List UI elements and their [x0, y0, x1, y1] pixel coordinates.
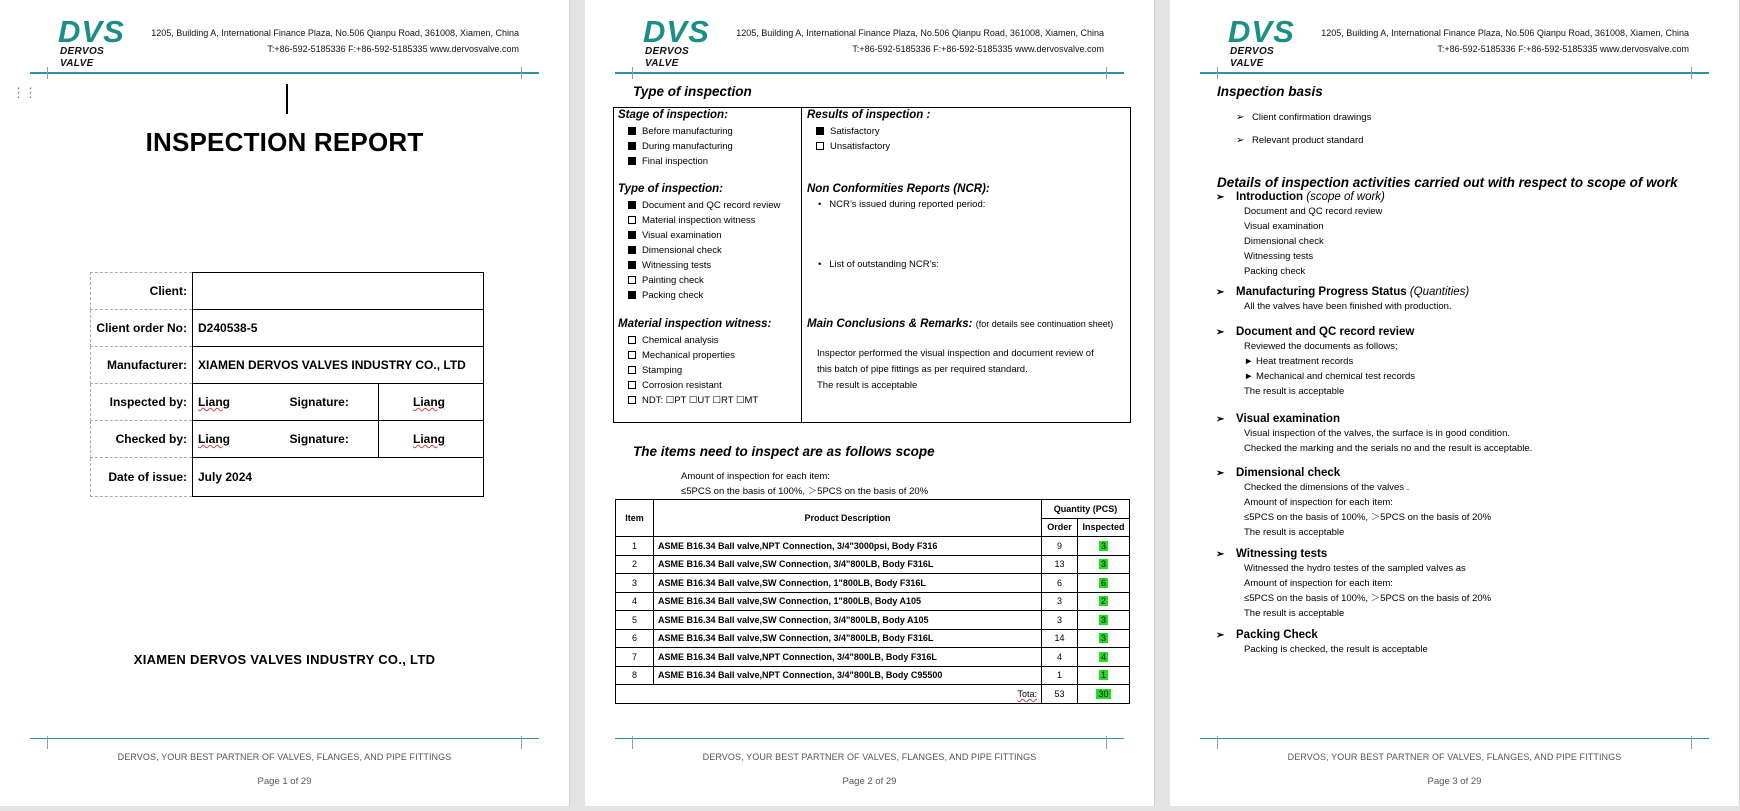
header-address: 1205, Building A, International Finance Plaza, No.506 Qianpu Road, 361008, Xiamen, China — [736, 28, 1104, 38]
inspected-by-value: Liang — [198, 395, 230, 409]
header-contact: T:+86-592-5185336 F:+86-592-5185335 www.dervosvalve.com — [267, 44, 519, 54]
inspected-cell — [1078, 648, 1130, 667]
checklist-item — [628, 139, 733, 154]
remarks-line: this batch of pipe fittings as per required standard. — [817, 364, 1028, 375]
activity-line: The result is acceptable — [1244, 608, 1345, 619]
table-row — [616, 611, 1130, 630]
activity-line: Packing is checked, the result is acceptable — [1244, 644, 1428, 655]
activity-heading — [1216, 413, 1706, 425]
activity-lines — [1236, 339, 1706, 399]
table-row — [616, 592, 1130, 611]
activity-subheading: (scope of work) — [1306, 191, 1385, 203]
company-name: XIAMEN DERVOS VALVES INDUSTRY CO., LTD — [133, 652, 436, 667]
item-cell: 5 — [616, 611, 654, 630]
activity-section — [1216, 326, 1706, 399]
stage-list — [628, 124, 733, 169]
order-cell: 3 — [1042, 611, 1078, 630]
checklist-item — [628, 393, 758, 408]
table-row — [91, 347, 484, 384]
inspected-cell — [1078, 666, 1130, 685]
activity-lines — [1236, 642, 1706, 657]
description-cell: ASME B16.34 Ball valve,SW Connection, 3/4"800LB, Body F316L — [654, 555, 1042, 574]
conclusion-note: (for details see continuation sheet) — [975, 319, 1114, 329]
total-inspected-cell — [1078, 685, 1130, 704]
activity-line: Witnessed the hydro testes of the sampled valves as — [1244, 563, 1466, 574]
table-total-row — [616, 685, 1130, 704]
activity-line: Visual examination — [1244, 221, 1324, 232]
checked-signature-cell[interactable] — [379, 421, 484, 458]
header-rule — [1200, 72, 1709, 74]
table-row — [616, 648, 1130, 667]
table-row — [616, 666, 1130, 685]
results-heading: Results of inspection : — [807, 109, 931, 121]
unchecked-box-icon[interactable] — [816, 142, 824, 150]
footer-rule — [615, 738, 1124, 739]
checklist-item — [628, 154, 733, 169]
inspected-signature-cell[interactable] — [379, 384, 484, 421]
basis-item-text: Client confirmation drawings — [1252, 112, 1372, 123]
activity-line: The result is acceptable — [1244, 386, 1345, 397]
arrow-bullet-icon: ➢ — [1216, 327, 1225, 338]
conclusion-heading-text: Main Conclusions & Remarks: — [807, 318, 973, 330]
company-logo — [615, 14, 725, 69]
inspected-cell — [1078, 629, 1130, 648]
checked-by-value: Liang — [198, 432, 230, 446]
inspected-signature-label: Signature: — [285, 384, 379, 421]
checklist-item — [628, 348, 758, 363]
company-logo — [30, 14, 140, 69]
checklist-item — [628, 258, 780, 273]
scope-note — [681, 469, 928, 499]
header-address-block — [736, 25, 1104, 57]
header-address-block — [151, 25, 519, 57]
checklist-item — [628, 273, 780, 288]
report-info-table — [90, 272, 484, 497]
footer-rule — [30, 738, 539, 739]
page-number: Page 1 of 29 — [257, 776, 312, 787]
ncr-outstanding-note: • List of outstanding NCR’s: — [818, 259, 939, 270]
remarks-line: Inspector performed the visual inspection and document review of — [817, 348, 1094, 359]
type-list — [628, 198, 780, 303]
checklist-item — [816, 124, 890, 139]
col-desc-header: Product Description — [654, 500, 1042, 537]
table-row — [91, 458, 484, 497]
checklist-item-label: During manufacturing — [642, 141, 733, 152]
item-cell: 1 — [616, 537, 654, 556]
inspected-cell — [1078, 555, 1130, 574]
inspected-cell — [1078, 537, 1130, 556]
checklist-item-label: Unsatisfactory — [830, 141, 891, 152]
unchecked-box-icon[interactable] — [628, 381, 636, 389]
activity-heading — [1216, 326, 1706, 338]
scope-table — [615, 499, 1130, 704]
total-label-cell — [616, 685, 1042, 704]
unchecked-box-icon[interactable] — [628, 336, 636, 344]
document-page-2 — [585, 0, 1155, 806]
scope-note-line: ≤5PCS on the basis of 100%, ＞5PCS on the basis of 20% — [681, 486, 929, 497]
activity-heading-text: Introduction — [1236, 191, 1304, 203]
order-cell: 6 — [1042, 574, 1078, 593]
footer-rule — [1200, 738, 1709, 739]
ncr-issued-text: NCR’s issued during reported period: — [829, 199, 986, 210]
inspected-cell — [1078, 574, 1130, 593]
activity-section — [1216, 467, 1706, 540]
type-of-inspection-title: Type of inspection — [633, 84, 752, 99]
activity-lines — [1236, 299, 1706, 314]
description-cell: ASME B16.34 Ball valve,NPT Connection, 3/4"800LB, Body F316L — [654, 648, 1042, 667]
inspection-type-box — [613, 107, 1131, 423]
stage-heading: Stage of inspection: — [618, 109, 728, 121]
col-inspected-header: Inspected — [1078, 518, 1130, 537]
inspected-value: 1 — [1100, 670, 1106, 681]
checklist-item — [628, 213, 780, 228]
checked-box-icon[interactable] — [816, 127, 824, 135]
footer-tagline: DERVOS, YOUR BEST PARTNER OF VALVES, FLANGES, AND PIPE FITTINGS — [1287, 752, 1622, 762]
description-cell: ASME B16.34 Ball valve,NPT Connection, 3/4"800LB, Body C95500 — [654, 666, 1042, 685]
activity-line: Checked the dimensions of the valves . — [1244, 482, 1410, 493]
description-cell: ASME B16.34 Ball valve,SW Connection, 3/4"800LB, Body F316L — [654, 629, 1042, 648]
order-cell: 14 — [1042, 629, 1078, 648]
results-list — [816, 124, 890, 154]
order-cell: 9 — [1042, 537, 1078, 556]
document-page-1 — [0, 0, 570, 806]
item-cell: 7 — [616, 648, 654, 667]
text-cursor — [286, 84, 288, 114]
total-label: Tota: — [1017, 688, 1037, 699]
activity-line: Checked the marking and the serials no and the result is acceptable. — [1244, 443, 1533, 454]
order-value[interactable]: D240538-5 — [193, 310, 484, 347]
box-divider — [801, 108, 802, 422]
page-number: Page 3 of 29 — [1427, 776, 1482, 787]
checklist-item-label: Final inspection — [642, 156, 709, 167]
activity-heading-text: Dimensional check — [1236, 467, 1341, 479]
table-row — [91, 421, 484, 458]
total-order: 53 — [1042, 685, 1078, 704]
activity-heading-text: Manufacturing Progress Status — [1236, 286, 1407, 298]
checklist-item-label: Witnessing tests — [642, 260, 712, 271]
col-order-header: Order — [1042, 518, 1078, 537]
page-number: Page 2 of 29 — [842, 776, 897, 787]
checked-box-icon[interactable] — [628, 261, 636, 269]
remarks-line: The result is acceptable — [817, 380, 918, 391]
activity-line: Document and QC record review — [1244, 206, 1383, 217]
checklist-item-label: Chemical analysis — [642, 335, 719, 346]
activity-line: Witnessing tests — [1244, 251, 1314, 262]
conclusion-heading — [807, 318, 1113, 330]
checked-by-cell[interactable] — [193, 421, 285, 458]
checklist-item-label: Stamping — [642, 365, 683, 376]
checklist-item-label: Dimensional check — [642, 245, 722, 256]
table-header-row — [616, 500, 1130, 519]
activity-section — [1216, 413, 1706, 456]
inspected-by-label: Inspected by: — [91, 384, 193, 421]
arrow-bullet-icon: ➢ — [1216, 549, 1225, 560]
checklist-item-label: Painting check — [642, 275, 704, 286]
activity-section — [1216, 548, 1706, 621]
inspected-value: 4 — [1100, 651, 1106, 662]
activity-line: Packing check — [1244, 266, 1306, 277]
activity-line: ≤5PCS on the basis of 100%, ＞5PCS on the basis of 20% — [1244, 512, 1492, 523]
logo-mark: DVS — [1228, 14, 1295, 49]
arrow-bullet-icon: ➢ — [1216, 287, 1225, 298]
inspected-by-cell[interactable] — [193, 384, 285, 421]
activity-heading-text: Witnessing tests — [1236, 548, 1328, 560]
checklist-item-label: Mechanical properties — [642, 350, 735, 361]
unchecked-box-icon[interactable] — [628, 276, 636, 284]
remarks-text — [817, 346, 1122, 394]
table-row — [91, 273, 484, 310]
inspected-value: 3 — [1100, 633, 1106, 644]
arrow-bullet-icon: ➢ — [1216, 192, 1225, 203]
header-address: 1205, Building A, International Finance Plaza, No.506 Qianpu Road, 361008, Xiamen, China — [1321, 28, 1689, 38]
checked-signature-value: Liang — [413, 432, 445, 446]
header-address: 1205, Building A, International Finance Plaza, No.506 Qianpu Road, 361008, Xiamen, China — [151, 28, 519, 38]
client-label: Client: — [91, 273, 193, 310]
header-contact: T:+86-592-5185336 F:+86-592-5185335 www.dervosvalve.com — [852, 44, 1104, 54]
activity-heading — [1216, 191, 1706, 203]
arrow-bullet-icon: ➢ — [1236, 112, 1245, 123]
checklist-item-label: Before manufacturing — [642, 126, 733, 137]
table-row — [91, 384, 484, 421]
material-heading: Material inspection witness: — [618, 318, 772, 330]
col-item-header: Item — [616, 500, 654, 537]
date-label: Date of issue: — [91, 458, 193, 497]
activity-subheading: (Quantities) — [1409, 286, 1470, 298]
activity-lines — [1236, 561, 1706, 621]
activity-lines — [1236, 426, 1706, 456]
checklist-item — [628, 243, 780, 258]
col-qty-header: Quantity (PCS) — [1042, 500, 1130, 519]
activity-line: Amount of inspection for each item: — [1244, 497, 1393, 508]
checked-box-icon[interactable] — [628, 231, 636, 239]
activity-lines — [1236, 204, 1706, 279]
footer-tagline: DERVOS, YOUR BEST PARTNER OF VALVES, FLANGES, AND PIPE FITTINGS — [117, 752, 452, 762]
inspected-value: 6 — [1100, 577, 1106, 588]
checklist-item-label: Document and QC record review — [642, 200, 781, 211]
item-cell: 4 — [616, 592, 654, 611]
item-cell: 8 — [616, 666, 654, 685]
logo-subtext: DERVOS VALVE — [60, 46, 105, 69]
arrow-bullet-icon: ➢ — [1236, 135, 1245, 146]
arrow-bullet-icon: ➢ — [1216, 630, 1225, 641]
manufacturer-label: Manufacturer: — [91, 347, 193, 384]
activity-lines — [1236, 480, 1706, 540]
table-row — [616, 629, 1130, 648]
report-title: INSPECTION REPORT — [145, 127, 424, 157]
checklist-item — [628, 228, 780, 243]
inspected-value: 3 — [1100, 540, 1106, 551]
inspected-cell — [1078, 611, 1130, 630]
unchecked-box-icon[interactable] — [628, 366, 636, 374]
unchecked-box-icon[interactable] — [628, 351, 636, 359]
activity-line: Visual inspection of the valves, the surface is in good condition. — [1244, 428, 1510, 439]
activity-line: The result is acceptable — [1244, 527, 1345, 538]
arrow-bullet-icon: ➢ — [1216, 468, 1225, 479]
checked-box-icon[interactable] — [628, 127, 636, 135]
table-row — [616, 574, 1130, 593]
activity-heading — [1216, 629, 1706, 641]
item-cell: 3 — [616, 574, 654, 593]
activity-line: Dimensional check — [1244, 236, 1324, 247]
inspected-cell — [1078, 592, 1130, 611]
checklist-item — [628, 333, 758, 348]
header-rule — [30, 72, 539, 74]
table-row — [616, 555, 1130, 574]
checklist-item-label: Packing check — [642, 290, 704, 301]
scope-table-body — [616, 537, 1130, 685]
company-logo — [1200, 14, 1310, 69]
arrow-bullet-icon: ➢ — [1216, 414, 1225, 425]
item-cell: 6 — [616, 629, 654, 648]
activity-line: ► Heat treatment records — [1244, 356, 1354, 367]
document-page-3 — [1170, 0, 1740, 806]
checklist-item — [628, 378, 758, 393]
table-row — [616, 537, 1130, 556]
basis-item-text: Relevant product standard — [1252, 135, 1364, 146]
checklist-item-label: Corrosion resistant — [642, 380, 722, 391]
material-list — [628, 333, 758, 408]
order-cell: 3 — [1042, 592, 1078, 611]
description-cell: ASME B16.34 Ball valve,NPT Connection, 3/4"3000psi, Body F316 — [654, 537, 1042, 556]
ncr-outstanding-text: List of outstanding NCR’s: — [829, 259, 939, 270]
description-cell: ASME B16.34 Ball valve,SW Connection, 1"800LB, Body A105 — [654, 592, 1042, 611]
header-rule — [615, 72, 1124, 74]
checked-box-icon[interactable] — [628, 157, 636, 165]
drag-handle-icon[interactable]: ⋮⋮ — [12, 85, 36, 100]
scope-title: The items need to inspect are as follows scope — [633, 444, 935, 459]
activity-heading-text: Visual examination — [1236, 413, 1340, 425]
manufacturer-value[interactable]: XIAMEN DERVOS VALVES INDUSTRY CO., LTD — [193, 347, 484, 384]
inspected-signature-value: Liang — [413, 395, 445, 409]
description-cell: ASME B16.34 Ball valve,SW Connection, 3/4"800LB, Body A105 — [654, 611, 1042, 630]
logo-mark: DVS — [643, 14, 710, 49]
description-cell: ASME B16.34 Ball valve,SW Connection, 1"800LB, Body F316L — [654, 574, 1042, 593]
ncr-issued-note: • NCR’s issued during reported period: — [818, 199, 986, 210]
activity-line: Reviewed the documents as follows; — [1244, 341, 1398, 352]
checked-box-icon[interactable] — [628, 246, 636, 254]
checklist-item-label: NDT: ☐PT ☐UT ☐RT ☐MT — [642, 395, 759, 406]
details-title: Details of inspection activities carried out with respect to scope of work — [1217, 175, 1678, 190]
activity-section — [1216, 629, 1706, 657]
activity-line: Amount of inspection for each item: — [1244, 578, 1393, 589]
checklist-item — [628, 288, 780, 303]
checked-box-icon[interactable] — [628, 201, 636, 209]
header-contact: T:+86-592-5185336 F:+86-592-5185335 www.dervosvalve.com — [1437, 44, 1689, 54]
unchecked-box-icon[interactable] — [628, 396, 636, 404]
activity-heading — [1216, 286, 1706, 298]
checklist-item — [816, 139, 890, 154]
activity-line: ≤5PCS on the basis of 100%, ＞5PCS on the basis of 20% — [1244, 593, 1492, 604]
activity-line: All the valves have been finished with production. — [1244, 301, 1452, 312]
header-address-block — [1321, 25, 1689, 57]
order-label: Client order No: — [91, 310, 193, 347]
type-heading: Type of inspection: — [618, 183, 723, 195]
checked-signature-label: Signature: — [285, 421, 379, 458]
inspection-basis-title: Inspection basis — [1217, 84, 1323, 99]
checklist-item — [628, 198, 780, 213]
inspected-value: 3 — [1100, 614, 1106, 625]
total-inspected: 30 — [1098, 688, 1109, 699]
unchecked-box-icon[interactable] — [628, 216, 636, 224]
checklist-item-label: Visual examination — [642, 230, 722, 241]
activity-section — [1216, 191, 1706, 279]
activity-heading — [1216, 467, 1706, 479]
logo-subtext: DERVOS VALVE — [645, 46, 690, 69]
inspected-value: 2 — [1100, 596, 1106, 607]
checklist-item-label: Material inspection witness — [642, 215, 756, 226]
activity-line: ► Mechanical and chemical test records — [1244, 371, 1415, 382]
ncr-heading: Non Conformities Reports (NCR): — [807, 183, 990, 195]
checklist-item — [628, 363, 758, 378]
date-value[interactable]: July 2024 — [193, 458, 484, 497]
checked-box-icon[interactable] — [628, 142, 636, 150]
checked-by-label: Checked by: — [91, 421, 193, 458]
order-cell: 1 — [1042, 666, 1078, 685]
footer-tagline: DERVOS, YOUR BEST PARTNER OF VALVES, FLANGES, AND PIPE FITTINGS — [702, 752, 1037, 762]
order-cell: 13 — [1042, 555, 1078, 574]
logo-mark: DVS — [58, 14, 125, 49]
item-cell: 2 — [616, 555, 654, 574]
activity-heading — [1216, 548, 1706, 560]
checked-box-icon[interactable] — [628, 291, 636, 299]
inspected-value: 3 — [1100, 559, 1106, 570]
table-row — [91, 310, 484, 347]
logo-subtext: DERVOS VALVE — [1230, 46, 1275, 69]
scope-note-line: Amount of inspection for each item: — [681, 471, 830, 482]
client-value[interactable] — [193, 273, 484, 310]
basis-item — [1236, 112, 1371, 123]
order-cell: 4 — [1042, 648, 1078, 667]
activity-heading-text: Document and QC record review — [1236, 326, 1415, 338]
activity-section — [1216, 286, 1706, 314]
basis-item — [1236, 135, 1363, 146]
checklist-item — [628, 124, 733, 139]
activity-heading-text: Packing Check — [1236, 629, 1318, 641]
checklist-item-label: Satisfactory — [830, 126, 880, 137]
